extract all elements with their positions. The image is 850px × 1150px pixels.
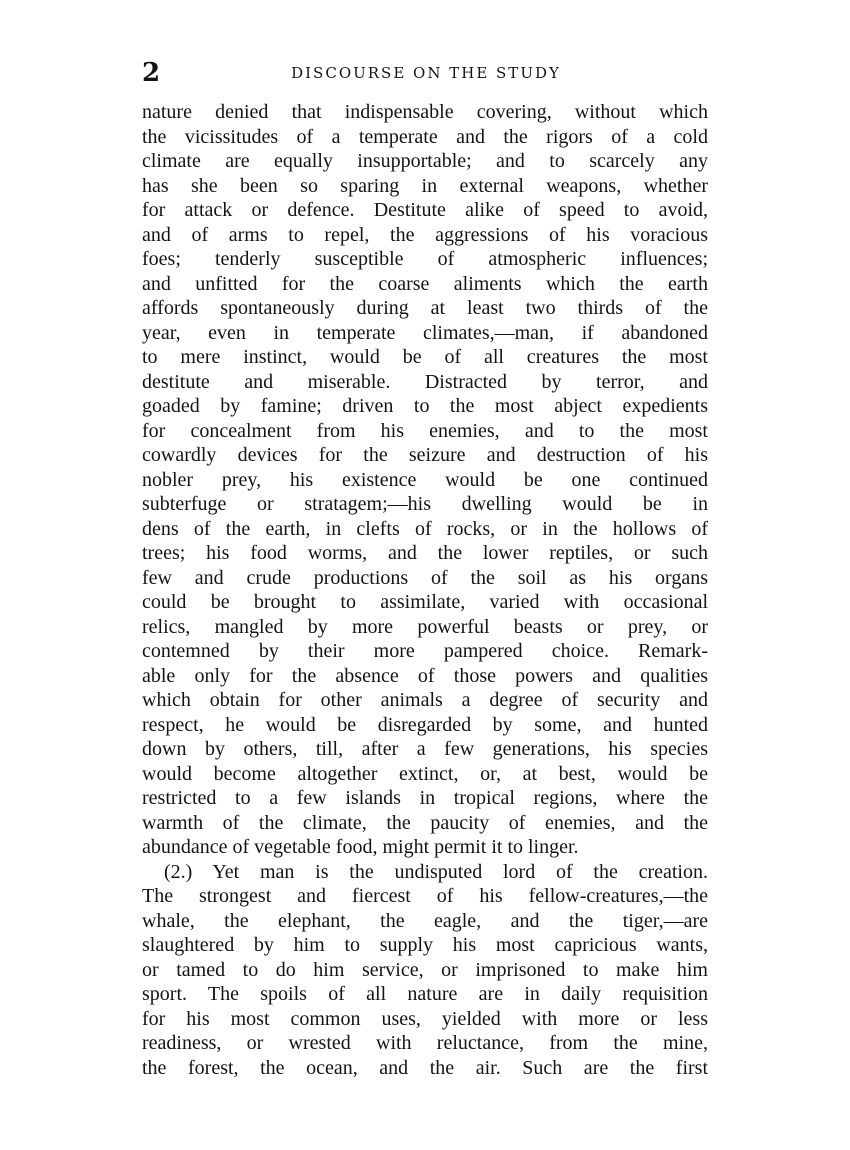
page-number: 2 [142, 58, 161, 88]
text-line: relics, mangled by more powerful beasts or prey, or [142, 615, 708, 638]
page-header [142, 58, 710, 88]
text-line: affords spontaneously during at least two thirds of the [142, 297, 708, 319]
text-line: down by others, till, after a few generations, his species [142, 738, 708, 760]
text-line: and of arms to repel, the aggressions of his voracious [142, 223, 708, 246]
text-line: able only for the absence of those powers and qualities [142, 664, 708, 687]
text-line: the forest, the ocean, and the air. Such are the first [142, 1056, 708, 1079]
text-line: which obtain for other animals a degree of security and [142, 689, 708, 711]
text-line: warmth of the climate, the paucity of enemies, and the [142, 811, 708, 834]
text-line: slaughtered by him to supply his most capricious wants, [142, 934, 708, 956]
text-line: dens of the earth, in clefts of rocks, or in the hollows of [142, 517, 708, 540]
body-text [142, 100, 708, 1080]
text-line: restricted to a few islands in tropical regions, where the [142, 787, 708, 809]
text-line: for concealment from his enemies, and to the most [142, 419, 708, 442]
text-line: goaded by famine; driven to the most abject expedients [142, 395, 708, 417]
text-line: to mere instinct, would be of all creatures the most [142, 346, 708, 368]
text-line: The strongest and fiercest of his fellow-creatures,—the [142, 885, 708, 907]
text-line: subterfuge or stratagem;—his dwelling would be in [142, 493, 708, 515]
text-line: trees; his food worms, and the lower reptiles, or such [142, 542, 708, 564]
text-line: nature denied that indispensable covering, without which [142, 101, 708, 123]
running-head: DISCOURSE ON THE STUDY [291, 64, 561, 82]
text-line: nobler prey, his existence would be one continued [142, 468, 708, 491]
text-line: for attack or defence. Destitute alike of speed to avoid, [142, 199, 708, 221]
text-line: destitute and miserable. Distracted by terror, and [142, 370, 708, 393]
text-line: readiness, or wrested with reluctance, from the mine, [142, 1032, 708, 1054]
text-line: has she been so sparing in external weapons, whether [142, 174, 708, 197]
text-line: cowardly devices for the seizure and destruction of his [142, 444, 708, 466]
text-line: and unfitted for the coarse aliments which the earth [142, 272, 708, 295]
text-line: would become altogether extinct, or, at best, would be [142, 762, 708, 785]
text-line: sport. The spoils of all nature are in daily requisition [142, 983, 708, 1005]
text-line: or tamed to do him service, or imprisoned to make him [142, 958, 708, 981]
text-line: foes; tenderly susceptible of atmospheric influences; [142, 248, 708, 270]
text-line: abundance of vegetable food, might permit it to linger. [142, 836, 579, 858]
text-line: respect, he would be disregarded by some, and hunted [142, 713, 708, 736]
text-line: for his most common uses, yielded with more or less [142, 1007, 708, 1030]
text-line: climate are equally insupportable; and to scarcely any [142, 150, 708, 172]
text-line: whale, the elephant, the eagle, and the tiger,—are [142, 909, 708, 932]
text-line: the vicissitudes of a temperate and the rigors of a cold [142, 125, 708, 148]
text-line: few and crude productions of the soil as his organs [142, 566, 708, 589]
text-line: contemned by their more pampered choice. Remark- [142, 640, 708, 662]
text-line: year, even in temperate climates,—man, if abandoned [142, 321, 708, 344]
text-line: could be brought to assimilate, varied with occasional [142, 591, 708, 613]
text-line: (2.) Yet man is the undisputed lord of the creation. [164, 860, 708, 883]
